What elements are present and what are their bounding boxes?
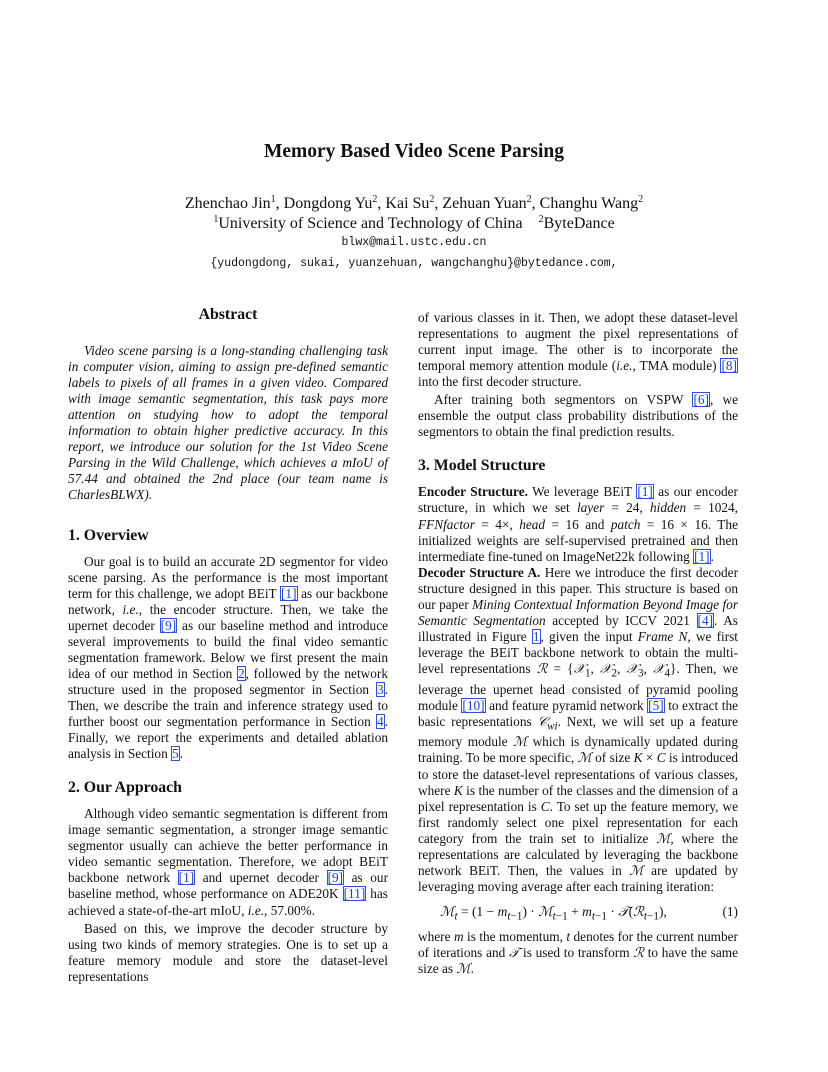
email-line-1: blwx@mail.ustc.edu.cn [341, 236, 487, 249]
author: Zehuan Yuan [442, 195, 527, 212]
citation-link[interactable]: [11] [343, 886, 366, 902]
citation-link[interactable]: [8] [721, 358, 737, 374]
citation-link[interactable]: [5] [648, 697, 664, 713]
section-link[interactable]: 3 [377, 681, 384, 697]
citation-link[interactable]: [9] [160, 617, 177, 633]
citation-link[interactable]: [6] [693, 392, 709, 408]
citation-link[interactable]: [10] [462, 697, 485, 713]
citation-link[interactable]: [1] [281, 585, 297, 601]
equation-body: ℳ$_t$ = $(1 - m_{t-1})$ · ℳ$_{t-1}$ + $m_{t-1}$ · 𝒯(ℛ$_{t-1}$), [440, 903, 667, 923]
section-link[interactable]: 5 [172, 746, 179, 762]
equation-explanation: where m is the momentum, t denotes for the current number of iterations and 𝒯 is used to transform ℛ to have the same size as ℳ. [418, 928, 738, 976]
paper-title: Memory Based Video Scene Parsing [263, 141, 565, 162]
abstract-heading: Abstract [198, 306, 258, 323]
affiliations: $^1$University of Science and Technology of China $^2$ByteDance [213, 214, 615, 232]
decoder-paragraph: Decoder Structure A. Here we introduce the first decoder structure designed in this paper. This structure is based on our paper Mining Contextual Information Beyond Image for Semantic Segmentation accepted by ICCV 2021 [4]. As illustrated in Figure 1, given the input Frame N, we first leverage the BEiT backbone network to obtain the multi-level representations ℛ = {𝒳$_1$, 𝒳$_2$, 𝒳$_3$, 𝒳$_4$}. Then, we leverage the upernet head consisted of pyramid pooling module [10] and feature pyramid network [5] to extract the basic representations 𝒞$_{wi}$. Next, we will set up a feature memory module ℳ which is dynamically updated during training. To be more specific, ℳ of size K × C is introduced to store the dataset-level representations of various classes, where K is the number of the classes and the dimension of a pixel representation is C. To set up the feature memory, we first randomly select one pixel representation for each category from the train set to initialize ℳ, where the representations are calculated by leveraging the backbone network BEiT. Then, the values in ℳ are updated by leveraging moving average after each training iteration: [418, 564, 739, 894]
approach-paragraph-2: Based on this, we improve the decoder structure by using two kinds of memory strategies. One is to set up a feature memory module and store the dataset-level representations [68, 920, 388, 984]
equation-1 [418, 895, 738, 929]
author: Dongdong Yu [283, 195, 373, 212]
author-names: Zhenchao Jin$^1$, Dongdong Yu$^2$, Kai Su$^2$, Zehuan Yuan$^2$, Changhu Wang$^2$ [184, 194, 644, 212]
citation-link[interactable]: [1] [694, 548, 710, 564]
abstract-text: Video scene parsing is a long-standing challenging task in computer vision, aiming to assign pre-defined semantic labels to pixels of all frames in a given video. Compared with image semantic segmentation, this task pays more attention on studying how to adopt the temporal information to obtain higher predictive accuracy. In this report, we introduce our solution for the 1st Video Scene Parsing in the Wild Challenge, which achieves a mIoU of 57.44 and obtained the 2nd place (our team name is CharlesBLWX). [68, 343, 388, 503]
approach-paragraph-1: Although video semantic segmentation is different from image semantic segmentation, a stronger image semantic segmentor usually can achieve the better performance in video semantic segmentation. Therefore, we adopt BEiT backbone network [1] and upernet decoder [9] as our baseline method, whose performance on ADE20K [11] has achieved a state-of-the-art mIoU, i.e., 57.00%. [68, 806, 389, 918]
affiliation: University of Science and Technology of China [218, 215, 523, 232]
email-line-2: {yudongdong, sukai, yuanzehuan, wangchanghu}@bytedance.com, [210, 257, 618, 270]
right-column [418, 310, 738, 977]
approach-heading: 2. Our Approach [68, 779, 182, 797]
approach-paragraph-continued: of various classes in it. Then, we adopt these dataset-level representations to augment the pixel representations of current input image. The other is to incorporate the temporal memory attention module (i.e., TMA module) [8] into the first decoder structure. [418, 310, 738, 390]
affiliation: ByteDance [543, 215, 615, 232]
author: Kai Su [385, 195, 430, 212]
author: Zhenchao Jin [184, 195, 271, 212]
author: Changhu Wang [539, 195, 639, 212]
left-column [68, 307, 388, 985]
encoder-paragraph: Encoder Structure. We leverage BEiT [1] as our encoder structure, in which we set layer = 24, hidden = 1024, FFNfactor = 4×, head = 16 and patch = 16 × 16. The initialized weights are self-supervised pretrained and then intermediate fine-tuned on ImageNet22k following [1]. [418, 484, 738, 564]
author-block [0, 194, 828, 234]
approach-paragraph-3: After training both segmentors on VSPW [6], we ensemble the output class probability distributions of the segmentors to obtain the final prediction results. [418, 392, 738, 440]
figure-link[interactable]: 1 [532, 628, 540, 644]
overview-paragraph: Our goal is to build an accurate 2D segmentor for video scene parsing. As the performance is the most important term for this challenge, we adopt BEiT [1] as our backbone network, i.e., the encoder structure. Then, we take the upernet decoder [9] as our baseline method and introduce several improvements to build the final video semantic segmentation framework. Below we first present the main idea of our method in Section 2, followed by the network structure used in the proposed segmentor in Section 3. Then, we describe the train and inference strategy used to further boost our segmentation performance in Section 4. Finally, we report the experiments and detailed ablation analysis in Section 5. [68, 553, 388, 762]
citation-link[interactable]: [9] [327, 870, 344, 886]
section-link[interactable]: 4 [377, 714, 384, 730]
model-heading: 3. Model Structure [418, 457, 546, 475]
citation-link[interactable]: [1] [178, 870, 195, 886]
overview-heading: 1. Overview [68, 526, 149, 544]
equation-number: (1) [722, 903, 738, 919]
citation-link[interactable]: [1] [637, 484, 653, 500]
section-link[interactable]: 2 [238, 665, 245, 681]
citation-link[interactable]: [4] [697, 612, 714, 628]
